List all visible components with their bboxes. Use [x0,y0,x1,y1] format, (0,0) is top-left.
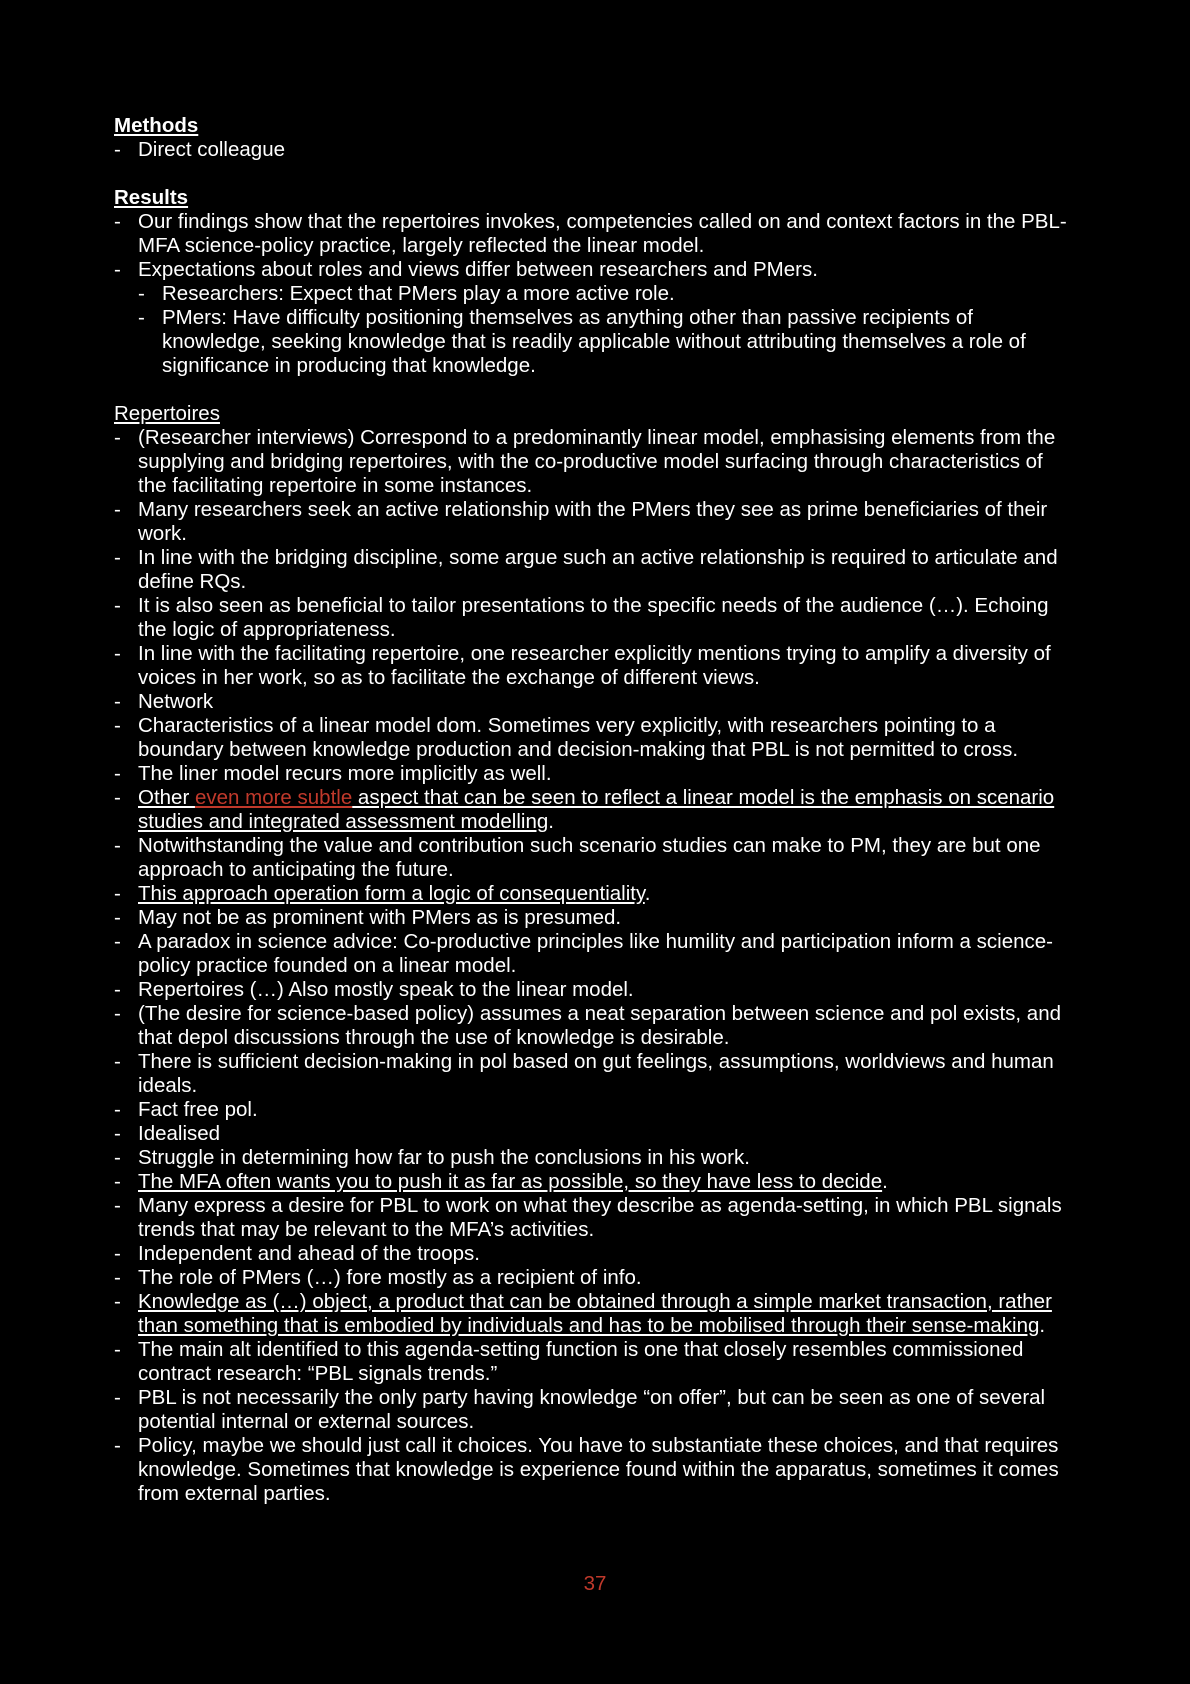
underlined-text: The MFA often wants you to push it as far as possible, so they have less to decide [138,1170,883,1193]
underlined-text: This approach operation form a logic of consequentiality [138,882,645,905]
list-item-subtle-aspect [114,786,1074,834]
list-item: - Fact free pol. [114,1098,1074,1122]
list-item: - Characteristics of a linear model dom. Sometimes very explicitly, with researchers pointing to a boundary between knowledge production and decision-making that PBL is not permitted to cross. [114,714,1074,762]
list-item: - Repertoires (…) Also mostly speak to the linear model. [114,978,1074,1002]
list-item: - The liner model recurs more implicitly as well. [114,762,1074,786]
list-item: - In line with the bridging discipline, some argue such an active relationship is required to articulate and define RQs. [114,546,1074,594]
list-item: - It is also seen as beneficial to tailor presentations to the specific needs of the audience (…). Echoing the logic of appropriateness. [114,594,1074,642]
list-item: - PBL is not necessarily the only party having knowledge “on offer”, but can be seen as one of several potential internal or external sources. [114,1386,1074,1434]
list-item: - Our findings show that the repertoires invokes, competencies called on and context factors in the PBL-MFA science-policy practice, largely reflected the linear model. [114,210,1074,258]
list-item: - The main alt identified to this agenda-setting function is one that closely resembles commissioned contract research: “PBL signals trends.” [114,1338,1074,1386]
results-heading: Results [114,186,189,209]
list-item: - Policy, maybe we should just call it choices. You have to substantiate these choices, and that requires knowledge. Sometimes that knowledge is experience found within the apparatus, sometimes it comes from external parties. [114,1434,1074,1506]
methods-heading: Methods [114,114,199,137]
punctuation: . [1039,1314,1046,1337]
repertoires-heading: Repertoires [114,402,220,425]
page-number: 37 [583,1572,607,1595]
repertoires-list [114,426,1074,1506]
list-item: - A paradox in science advice: Co-productive principles like humility and participation inform a science-policy practice founded on a linear model. [114,930,1074,978]
underlined-text: Other [138,786,195,809]
list-item: - Idealised [114,1122,1074,1146]
results-list [114,210,1074,282]
list-item: - Struggle in determining how far to push the conclusions in his work. [114,1146,1074,1170]
list-item: - Many researchers seek an active relationship with the PMers they see as prime beneficiaries of their work. [114,498,1074,546]
underlined-text: aspect that can be seen to reflect a linear model is the emphasis on scenario studies and integrated assessment modelling [138,786,1055,833]
list-item: - Expectations about roles and views differ between researchers and PMers. [114,258,1074,282]
methods-list [114,138,1074,162]
list-item: - Independent and ahead of the troops. [114,1242,1074,1266]
list-item-mfa [114,1170,1074,1194]
document-page [114,114,1074,1506]
list-item-knowledge [114,1290,1074,1338]
red-annotation: even more subtle [194,786,353,809]
sub-list-item: - Researchers: Expect that PMers play a more active role. [138,282,1074,306]
results-sublist [114,282,1074,378]
punctuation: . [644,882,651,905]
punctuation: . [882,1170,888,1193]
list-item: - Many express a desire for PBL to work on what they describe as agenda-setting, in which PBL signals trends that may be relevant to the MFA’s activities. [114,1194,1074,1242]
punctuation: . [548,810,554,833]
list-item: - Notwithstanding the value and contribution such scenario studies can make to PM, they are but one approach to anticipating the future. [114,834,1074,882]
list-item: - There is sufficient decision-making in pol based on gut feelings, assumptions, worldviews and human ideals. [114,1050,1074,1098]
list-item: - Network [114,690,1074,714]
list-item: - May not be as prominent with PMers as is presumed. [114,906,1074,930]
list-item: - (Researcher interviews) Correspond to a predominantly linear model, emphasising elements from the supplying and bridging repertoires, with the co-productive model surfacing through characteristics of the facilitating repertoire in some instances. [114,426,1074,498]
list-item: - Direct colleague [114,138,1074,162]
list-item-consequentiality [114,882,1074,906]
list-item: - In line with the facilitating repertoire, one researcher explicitly mentions trying to amplify a diversity of voices in her work, so as to facilitate the exchange of different views. [114,642,1074,690]
list-item: - The role of PMers (…) fore mostly as a recipient of info. [114,1266,1074,1290]
list-item: - (The desire for science-based policy) assumes a neat separation between science and pol exists, and that depol discussions through the use of knowledge is desirable. [114,1002,1074,1050]
sub-list-item: - PMers: Have difficulty positioning themselves as anything other than passive recipients of knowledge, seeking knowledge that is readily applicable without attributing themselves a role of significance in producing that knowledge. [138,306,1074,378]
underlined-text: Knowledge as (…) object, a product that can be obtained through a simple market transaction, rather than something that is embodied by individuals and has to be mobilised through their sense-making [138,1290,1052,1337]
